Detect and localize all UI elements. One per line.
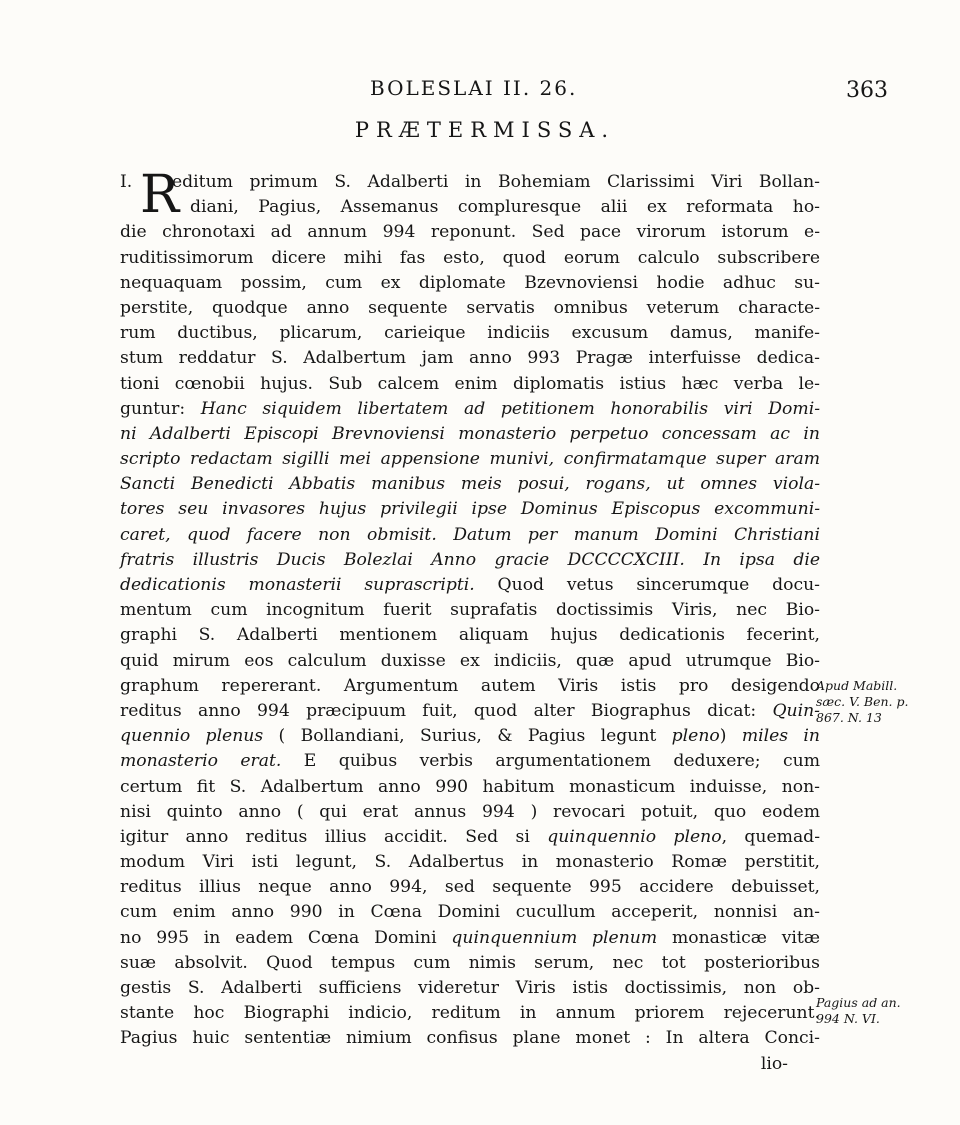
roman-text: graphum repererant. Argumentum autem Viris istis pro desigendo	[120, 675, 820, 696]
text-line	[120, 976, 820, 1001]
italic-text: scripto redactam sigilli mei appensione munivi, confirmatamque super aram	[120, 449, 820, 470]
italic-text: dedicationis monasterii suprascripti.	[120, 575, 475, 595]
roman-text: quid mirum eos calculum duxisse ex indiciis, quæ apud utrumque Bio-	[120, 650, 820, 671]
text-line	[120, 296, 820, 321]
roman-text: lio-	[760, 1053, 788, 1074]
roman-text: )	[719, 726, 742, 747]
margin-note-line: sæc. V. Ben. p.	[816, 694, 909, 709]
italic-text: Sancti Benedicti Abbatis manibus meis posui, rogans, ut omnes viola-	[120, 474, 820, 495]
text-line	[120, 397, 820, 422]
text-line	[120, 598, 820, 623]
text-line	[120, 775, 820, 800]
roman-text: igitur anno reditus illius accidit. Sed si	[120, 826, 548, 847]
roman-text: nisi quinto anno ( qui erat annus 994 ) revocari potuit, quo eodem	[120, 801, 820, 822]
margin-note-line: Pagius ad an.	[816, 995, 901, 1010]
text-line	[120, 195, 820, 220]
text-line	[120, 674, 820, 699]
text-line	[120, 1052, 820, 1077]
text-line	[120, 573, 820, 598]
roman-text: E quibus verbis argumentationem deduxere; cum	[281, 751, 821, 772]
roman-text: Quod vetus sincerumque docu-	[474, 575, 820, 595]
roman-text: nequaquam possim, cum ex diplomate Bzevnoviensi hodie adhuc su-	[120, 272, 820, 293]
roman-text: suæ absolvit. Quod tempus cum nimis serum, nec tot posterioribus	[120, 952, 820, 973]
margin-note-pagius	[816, 995, 901, 1027]
text-line	[120, 724, 820, 749]
running-title: BOLESLAI II. 26.	[370, 76, 578, 100]
roman-text: reditus anno 994 præcipuum fuit, quod alter Biographus dicat:	[120, 700, 773, 721]
text-line	[120, 1026, 820, 1051]
body-text	[120, 165, 821, 1077]
margin-note-line: 994 N. VI.	[816, 1011, 880, 1026]
roman-text: guntur:	[120, 398, 201, 419]
text-line	[120, 699, 820, 724]
italic-text: caret, quod facere non obmisit. Datum per manum Domini Christiani	[120, 524, 820, 545]
text-line	[120, 472, 820, 497]
roman-text: cum enim anno 990 in Cœna Domini cucullum acceperit, nonnisi an-	[120, 902, 820, 923]
italic-text: Quin-	[772, 700, 820, 721]
roman-text: modum Viri isti legunt, S. Adalbertus in monasterio Romæ perstitit,	[120, 852, 820, 873]
italic-text: quennio plenus	[120, 726, 264, 747]
text-line	[120, 271, 820, 296]
italic-text: fratris illustris Ducis Bolezlai Anno gracie DCCCCXCIII. In ipsa die	[120, 549, 820, 570]
text-line	[120, 749, 820, 774]
italic-text: monasterio erat.	[120, 751, 282, 772]
margin-note-line: 867. N. 13	[816, 710, 882, 725]
text-line	[120, 951, 820, 976]
running-head	[0, 70, 960, 110]
text-line	[120, 649, 820, 674]
text-line	[120, 623, 820, 648]
text-line	[120, 497, 820, 522]
italic-text: tores seu invasores hujus privilegii ipse Dominus Episcopus excommuni-	[120, 499, 820, 520]
italic-text: ni Adalberti Episcopi Brevnoviensi monasterio perpetuo concessam ac in	[120, 423, 820, 444]
roman-text: tioni cœnobii hujus. Sub calcem enim diplomatis istius hæc verba le-	[120, 373, 820, 394]
section-heading: PRÆTERMISSA.	[354, 118, 616, 142]
paragraph-number: I.	[120, 172, 133, 192]
roman-text: diani, Pagius, Assemanus compluresque alii ex reformata ho-	[190, 197, 820, 218]
italic-text: pleno	[671, 726, 720, 747]
text-line	[120, 220, 820, 245]
text-line	[120, 372, 820, 397]
text-line	[120, 422, 820, 447]
text-line	[120, 850, 820, 875]
roman-text: graphi S. Adalberti mentionem aliquam hujus dedicationis fecerint,	[120, 625, 820, 646]
margin-note-mabillon	[816, 678, 908, 726]
italic-text: quinquennium plenum	[451, 927, 658, 948]
roman-text: no 995 in eadem Cœna Domini	[120, 927, 452, 948]
roman-text: monasticæ vitæ	[657, 927, 820, 948]
text-line	[120, 875, 820, 900]
text-line	[120, 926, 820, 951]
roman-text: reditus illius neque anno 994, sed sequente 995 accidere debuisset,	[120, 877, 820, 898]
roman-text: certum fit S. Adalbertum anno 990 habitum monasticum induisse, non-	[120, 776, 820, 797]
text-line	[120, 825, 820, 850]
text-line	[120, 321, 820, 346]
text-line	[120, 900, 820, 925]
roman-text: ( Bollandiani, Surius, & Pagius legunt	[263, 726, 672, 747]
roman-text: ruditissimorum dicere mihi fas esto, quod eorum calculo subscribere	[120, 247, 820, 268]
roman-text: editum primum S. Adalberti in Bohemiam Clarissimi Viri Bollan-	[172, 172, 820, 192]
text-line	[120, 346, 820, 371]
roman-text: , quemad-	[721, 826, 820, 847]
roman-text: perstite, quodque anno sequente servatis omnibus veterum characte-	[120, 297, 820, 318]
italic-text: Hanc siquidem libertatem ad petitionem honorabilis viri Domi-	[200, 398, 821, 419]
roman-text: mentum cum incognitum fuerit suprafatis doctissimis Viris, nec Bio-	[120, 600, 820, 621]
roman-text: Pagius huic sententiæ nimium confisus plane monet : In altera Conci-	[120, 1028, 820, 1049]
roman-text: rum ductibus, plicarum, carieique indiciis excusum damus, manife-	[120, 323, 820, 344]
drop-cap: R	[140, 165, 180, 225]
page-number: 363	[846, 78, 888, 103]
text-line	[120, 1001, 820, 1026]
roman-text: die chronotaxi ad annum 994 reponunt. Sed pace virorum istorum e-	[120, 222, 820, 243]
roman-text: gestis S. Adalberti sufficiens videretur Viris istis doctissimis, non ob-	[120, 978, 820, 998]
text-line	[120, 447, 820, 472]
roman-text: stum reddatur S. Adalbertum jam anno 993 Pragæ interfuisse dedica-	[120, 348, 820, 369]
italic-text: miles in	[741, 726, 820, 747]
text-line	[120, 246, 820, 271]
text-line	[120, 523, 820, 548]
italic-text: quinquennio pleno	[547, 826, 722, 847]
text-line	[120, 548, 820, 573]
text-line	[120, 800, 820, 825]
margin-note-line: Apud Mabill.	[816, 678, 898, 693]
roman-text: stante hoc Biographi indicio, reditum in annum priorem rejecerunt.	[120, 1003, 820, 1024]
